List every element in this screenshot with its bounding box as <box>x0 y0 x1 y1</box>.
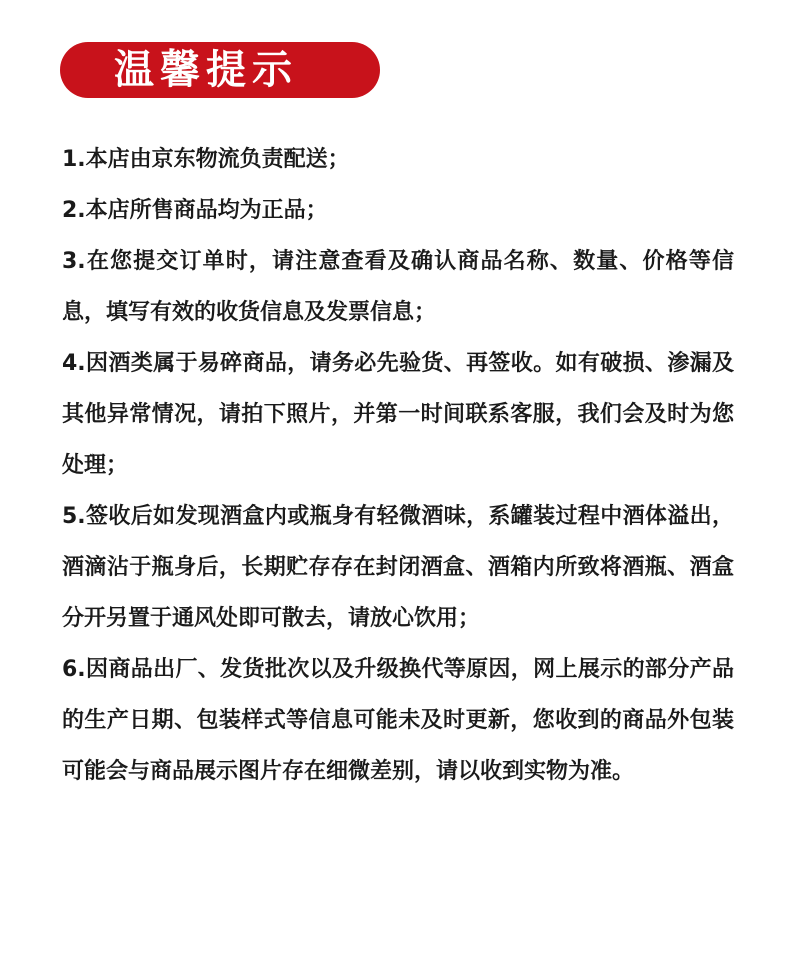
tip-item-6: 6.因商品出厂、发货批次以及升级换代等原因，网上展示的部分产品的生产日期、包装样式等信息可能未及时更新，您收到的商品外包装可能会与商品展示图片存在细微差别，请以收到实物为准。 <box>62 657 734 784</box>
tip-item-4: 4.因酒类属于易碎商品，请务必先验货、再签收。如有破损、渗漏及其他异常情况，请拍下照片，并第一时间联系客服，我们会及时为您处理； <box>62 351 734 478</box>
tip-item-5: 5.签收后如发现酒盒内或瓶身有轻微酒味，系罐装过程中酒体溢出，酒滴沾于瓶身后，长期贮存存在封闭酒盒、酒箱内所致将酒瓶、酒盒分开另置于通风处即可散去，请放心饮用； <box>62 504 734 631</box>
tips-list <box>62 134 734 797</box>
tip-item-2: 2.本店所售商品均为正品； <box>62 198 328 223</box>
tip-item-3: 3.在您提交订单时，请注意查看及确认商品名称、数量、价格等信息，填写有效的收货信息及发票信息； <box>62 249 734 325</box>
tip-item-1: 1.本店由京东物流负责配送； <box>62 147 350 172</box>
title-banner <box>60 42 380 98</box>
page-title: 温馨提示 <box>114 46 298 93</box>
